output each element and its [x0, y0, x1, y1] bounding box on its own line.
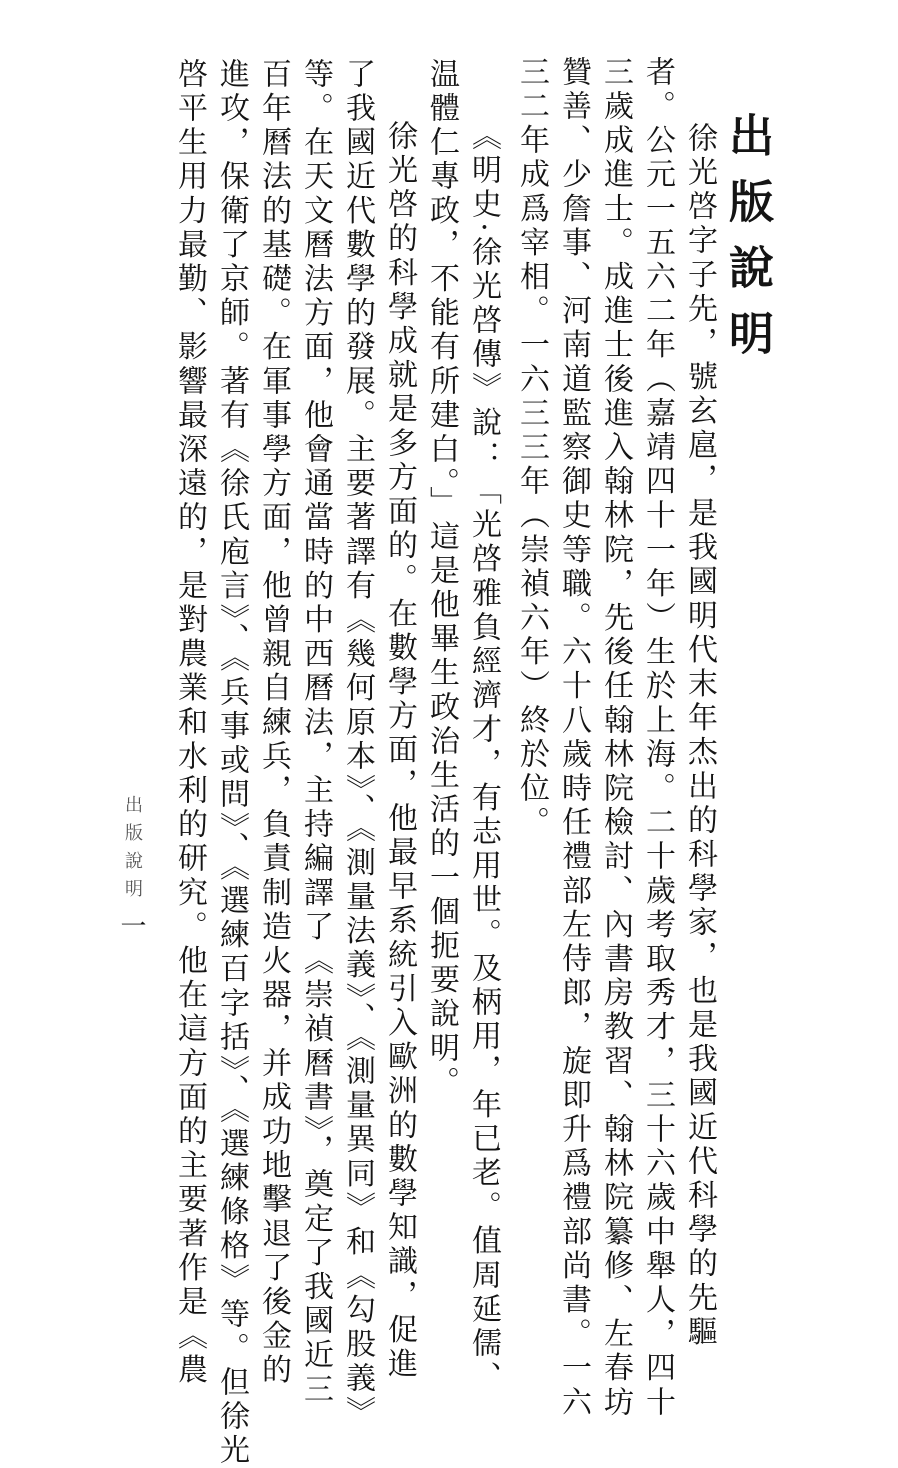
text-column: 《明史·徐光啓傳》說：「光啓雅負經濟才，有志用世。及柄用，年已老。值周延儒、 — [466, 120, 501, 1396]
text-column: 等。在天文曆法方面，他會通當時的中西曆法，主持編譯了《崇禎曆書》，奠定了我國近三 — [298, 58, 333, 1407]
text-column: 者。公元一五六二年（嘉靖四十一年）生於上海。二十歲考取秀才，三十六歲中舉人，四十 — [640, 56, 675, 1420]
text-column: 徐光啓的科學成就是多方面的。在數學方面，他最早系統引入歐洲的數學知識，促進 — [382, 120, 417, 1382]
text-column: 贊善、少詹事、河南道監察御史等職。六十八歲時任禮部左侍郎，旋即升爲禮部尚書。一六 — [556, 56, 591, 1420]
page-title: 出版說明 — [721, 112, 774, 376]
text-column: 百年曆法的基礎。在軍事學方面，他曾親自練兵，負責制造火器，并成功地擊退了後金的 — [256, 58, 291, 1388]
text-column: 了我國近代數學的發展。主要著譯有《幾何原本》、《測量法義》、《測量異同》和《勾股義》 — [340, 58, 375, 1431]
text-column: 温體仁專政，不能有所建白。」這是他畢生政治生活的一個扼要說明。 — [424, 58, 459, 1101]
page-number: 一 — [116, 912, 146, 938]
text-column: 進攻，保衛了京師。著有《徐氏庖言》、《兵事或問》、《選練百字括》、《選練條格》等。但徐光 — [214, 58, 249, 1468]
running-head: 出版說明 — [122, 795, 143, 907]
text-column: 徐光啓字子先，號玄扈，是我國明代末年杰出的科學家，也是我國近代科學的先驅 — [682, 122, 717, 1350]
text-column: 三歲成進士。成進士後進入翰林院，先後任翰林院檢討、內書房教習、翰林院纂修、左春坊 — [598, 56, 633, 1420]
text-column: 三二年成爲宰相。一六三三年（崇禎六年）終於位。 — [514, 56, 549, 841]
text-column: 啓平生用力最勤、影響最深遠的，是對農業和水利的研究。他在這方面的主要著作是《農 — [172, 58, 207, 1388]
